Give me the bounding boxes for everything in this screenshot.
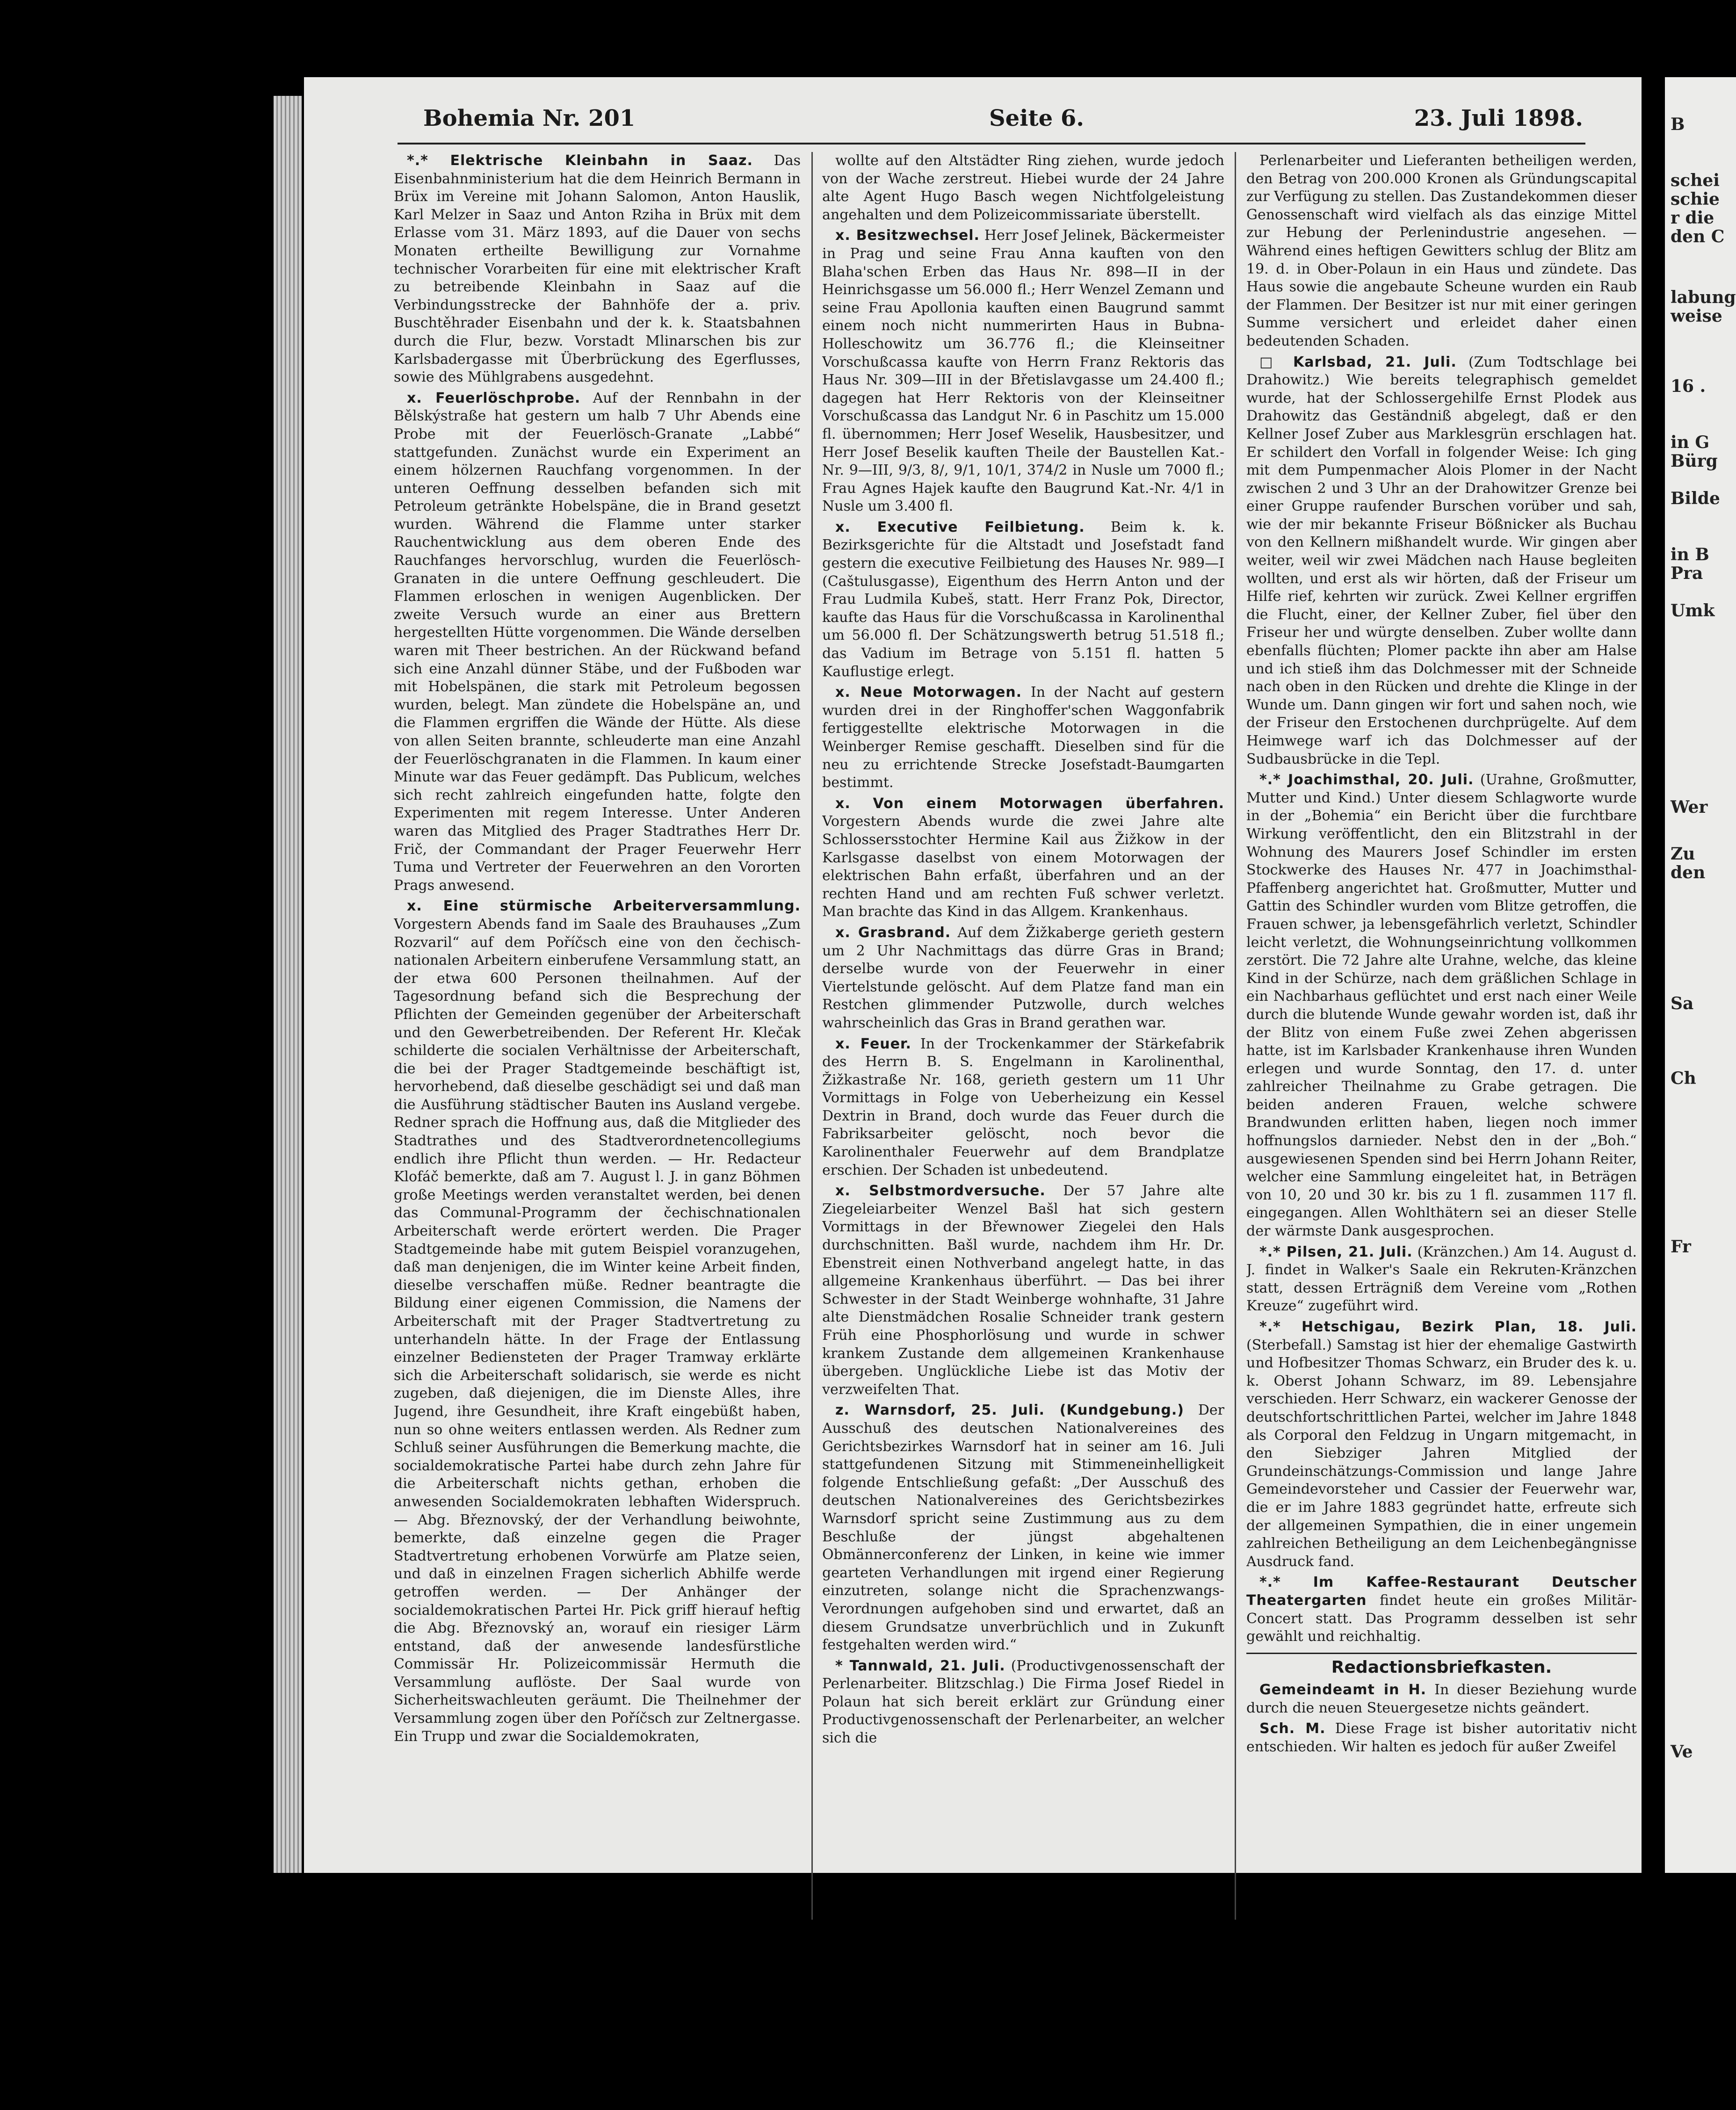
- article-text: Vorgestern Abends wurde die zwei Jahre alte Schlossersstochter Hermine Kail aus Žižkow in der Karlsgasse daselbst von einem Motorwagen der elektrischen Bahn erfaßt, überfahren und an der rechten Hand und am rechten Fuß schwer verletzt. Man brachte das Kind in das Allgem. Krankenhaus.: [822, 813, 1224, 920]
- article-paragraph: [822, 227, 1224, 516]
- column-divider: [811, 152, 813, 1920]
- fragment-text: weise: [1671, 306, 1722, 326]
- column-divider: [1235, 152, 1236, 1920]
- article-heading: x. Von einem Motorwagen überfahren.: [835, 795, 1224, 812]
- fragment-text: Wer: [1671, 797, 1708, 817]
- adjacent-page-fragment: [1665, 77, 1736, 1873]
- article-paragraph: [1246, 152, 1637, 351]
- article-paragraph: [822, 684, 1224, 792]
- article-heading: *.* Pilsen, 21. Juli.: [1259, 1243, 1413, 1260]
- article-paragraph: [822, 1657, 1224, 1748]
- article-text: Herr Josef Jelinek, Bäckermeister in Prag und seine Frau Anna kauften von den Blaha'schen Erben das Haus Nr. 898—II in der Heinrichsgasse um 56.000 fl.; Herr Wenzel Zemann und seine Frau Apollonia kauften einen Baugrund sammt einem noch nicht nummerirten Haus in Bubna-Holleschowitz um 36.776 fl.; die Kleinseitner Vorschußcassa kaufte von Herrn Franz Rektoris das Haus Nr. 309—III in der Břetislavgasse um 24.400 fl.; dagegen hat Herr Rektoris von der Kleinseitner Vorschußcassa das Landgut Nr. 6 in Paschitz um 15.000 fl. übernommen; Herr Josef Weselik, Hausbesitzer, und Herr Josef Beselik kauften Theile der Baustellen Kat.-Nr. 9—III, 9/3, 8/, 9/1, 10/1, 374/2 in Nusle um 7000 fl.; Frau Agnes Hajek kaufte den Baugrund Kat.-Nr. 4/1 in Nusle um 3.400 fl.: [822, 227, 1224, 515]
- page-number: Seite 6.: [989, 105, 1084, 131]
- book-page-edges: [274, 96, 302, 1873]
- article-paragraph: [394, 390, 801, 895]
- redaction-mailbox: [1246, 1681, 1637, 1756]
- column-3-articles: [1246, 152, 1637, 1646]
- article-heading: Gemeindeamt in H.: [1259, 1682, 1427, 1698]
- article-paragraph: [822, 924, 1224, 1033]
- article-heading: □ Karlsbad, 21. Juli.: [1259, 354, 1457, 370]
- fragment-text: r die: [1671, 208, 1714, 228]
- fragment-text: Pra: [1671, 564, 1703, 583]
- article-text: (Zum Todtschlage bei Drahowitz.) Wie bereits telegraphisch gemeldet wurde, hat der Schlossergehilfe Ernst Plodek aus Drahowitz das Geständniß abgelegt, daß er den Kellner Josef Zuber aus Marklesgrün erschlagen hat. Er schildert den Vorfall in folgender Weise: Ich ging mit dem Pumpenmacher Alois Plomer in der Nacht zwischen 2 und 3 Uhr an der Drahowitzer Grenze bei einer Gruppe raufender Burschen vorüber und sah, wie der mir bekannte Friseur Bößnicker als Buchau von den Kellnern mißhandelt wurde. Wir gingen aber weiter, weil wir zwei Mädchen nach Hause begleiten wollten, und erst als wir hörten, daß der Friseur um Hilfe rief, kehrten wir zurück. Zwei Kellner ergriffen die Flucht, einer, der Kellner Zuber, fiel über den Friseur her und würgte denselben. Zuber wollte dann ebenfalls flüchten; Plomer packte ihn aber am Halse und ich stieß ihm das Dolchmesser mit der Schneide nach oben in den Rücken und drehte die Klinge in der Wunde um. Dann gingen wir fort und sahen noch, wie der Friseur den Erstochenen durchprügelte. Auf dem Heimwege warf ich das Dolchmesser auf der Sudbausbrücke in die Tepl.: [1246, 354, 1637, 767]
- article-paragraph: [1246, 1681, 1637, 1717]
- article-heading: x. Neue Motorwagen.: [835, 684, 1022, 701]
- article-text: Das Eisenbahnministerium hat die dem Heinrich Bermann in Brüx im Vereine mit Johann Salomon, Anton Hauslik, Karl Melzer in Saaz und Anton Rziha in Brüx mit dem Erlasse vom 31. März 1893, auf die Dauer von sechs Monaten ertheilte Bewilligung zur Vornahme technischer Vorarbeiten für eine mit elektrischer Kraft zu betreibende Kleinbahn in Saaz auf die Verbindungsstrecke der Bahnhöfe der a. priv. Buschtěhrader Eisenbahn und der k. k. Staatsbahnen durch die Flur, bezw. Vorstadt Mlinarschen bis zur Karlsbadergasse mit Überbrückung des Egerflusses, sowie des Mühlgrabens ausgedehnt.: [394, 152, 801, 386]
- fragment-text: Sa: [1671, 994, 1694, 1013]
- article-paragraph: [394, 897, 801, 1746]
- fragment-text: Ve: [1671, 1742, 1693, 1762]
- article-heading: x. Grasbrand.: [835, 924, 951, 941]
- fragment-text: Ch: [1671, 1069, 1696, 1088]
- column-1: [394, 152, 801, 1920]
- fragment-text: 16 .: [1671, 376, 1706, 396]
- article-heading: x. Besitzwechsel.: [835, 227, 980, 244]
- article-text: Vorgestern Abends fand im Saale des Brauhauses „Zum Rozvaril“ auf dem Poříčsch eine von den čechisch-nationalen Arbeitern einberufene Versammlung statt, an der etwa 600 Personen theilnahmen. Auf der Tagesordnung befand sich die Besprechung der Pflichten der Gemeinden gegenüber der Arbeiterschaft und den Gewerbetreibenden. Der Referent Hr. Klečak schilderte die socialen Verhältnisse der Arbeiterschaft, die bei der Prager Stadtgemeinde beschäftigt ist, hervorhebend, daß dieselbe geschädigt sei und daß man die Ausführung städtischer Bauten ins Ausland vergebe. Redner sprach die Hoffnung aus, daß die Mitglieder des Stadtrathes und des Stadtverordnetencollegiums endlich ihre Pflicht thun werden. — Hr. Redacteur Klofáč bemerkte, daß am 7. August l. J. in ganz Böhmen große Meetings werden veranstaltet werden, bei denen das Communal-Programm der čechischnationalen Arbeiterschaft werde erörtert werden. Die Prager Stadtgemeinde habe mit gutem Beispiel voranzugehen, daß man denjenigen, die im Winter keine Arbeit finden, dieselbe verschaffen müße. Redner beantragte die Bildung einer eigenen Commission, die Namens der Arbeiterschaft mit der Prager Stadtvertretung zu unterhandeln hätte. In der Frage der Entlassung einzelner Bediensteten der Prager Tramway erklärte sich die Arbeiterschaft solidarisch, sie werde es nicht zugeben, daß diejenigen, die im Dienste Alles, ihre Jugend, ihre Gesundheit, ihre Kraft eingebüßt haben, nun so ohne weiters entlassen werden. Als Redner zum Schluß seiner Ausführungen die Bemerkung machte, die socialdemokratische Partei habe durch zehn Jahre für die Arbeiterschaft nichts gethan, erhoben die anwesenden Socialdemokraten lebhaften Widerspruch. — Abg. Březnovský, der der Verhandlung beiwohnte, bemerkte, daß einzelne gegen die Prager Stadtvertretung erhobenen Vorwürfe am Platze seien, und daß in einzelnen Fragen sicherlich Abhilfe werde getroffen werden. — Der Anhänger der socialdemokratischen Partei Hr. Pick griff hierauf heftig die Abg. Březnovský an, worauf ein riesiger Lärm entstand, daß der anwesende landesfürstliche Commissär Hr. Polizeicommissär Hermuth die Versammlung auflöste. Der Saal wurde von Sicherheitswachleuten geräumt. Die Theilnehmer der Versammlung zogen über den Poříčsch zur Zeltnergasse. Ein Trupp und zwar die Socialdemokraten,: [394, 916, 801, 1745]
- article-text: (Kränzchen.) Am 14. August d. J. findet in Walker's Saale ein Rekruten-Kränzchen statt, dessen Erträgniß dem Vereine vom „Rothen Kreuze“ zugeführt wird.: [1246, 1243, 1637, 1315]
- fragment-text: Umk: [1671, 601, 1715, 621]
- article-text: In dieser Beziehung wurde durch die neuen Steuergesetze nichts geändert.: [1246, 1682, 1637, 1716]
- fragment-text: schei: [1671, 171, 1720, 190]
- journal-title: Bohemia Nr. 201: [423, 105, 636, 131]
- fragment-text: in B: [1671, 545, 1709, 564]
- article-paragraph: [1246, 1720, 1637, 1756]
- article-paragraph: [394, 152, 801, 387]
- article-heading: *.* Joachimsthal, 20. Juli.: [1259, 772, 1474, 788]
- article-heading: x. Executive Feilbietung.: [835, 519, 1085, 535]
- article-heading: *.* Hetschigau, Bezirk Plan, 18. Juli.: [1259, 1319, 1637, 1335]
- article-paragraph: [1246, 1318, 1637, 1571]
- article-paragraph: [1246, 354, 1637, 769]
- article-text: Auf dem Žižkaberge gerieth gestern um 2 Uhr Nachmittags das dürre Gras in Brand; derselbe wurde von der Feuerwehr in einer Viertelstunde gelöscht. Auf dem Platze fand man ein Restchen glimmender Putzwolle, durch welches wahrscheinlich das Gras in Brand gerathen war.: [822, 924, 1224, 1031]
- article-paragraph: [822, 795, 1224, 921]
- header-rule: [398, 143, 1585, 145]
- fragment-text: schie: [1671, 189, 1720, 209]
- article-paragraph: [822, 1035, 1224, 1180]
- fragment-text: Bürg: [1671, 451, 1718, 471]
- article-text: In der Trockenkammer der Stärkefabrik des Herrn B. S. Engelmann in Karolinenthal, Žižkastraße Nr. 168, gerieth gestern um 11 Uhr Vormittags in Folge von Ueberheizung ein Kessel Dextrin in Brand, doch wurde das Feuer durch die Fabriksarbeiter gelöscht, noch bevor die Karolinenthaler Feuerwehr auf dem Brandplatze erschien. Der Schaden ist unbedeutend.: [822, 1035, 1224, 1178]
- article-heading: x. Feuerlöschprobe.: [407, 390, 581, 406]
- article-text: (Urahne, Großmutter, Mutter und Kind.) Unter diesem Schlagworte wurde in der „Bohemia“ ein Bericht über die furchtbare Wirkung veröffentlicht, den ein Blitzstrahl in der Wohnung des Maurers Josef Schindler im ersten Stockwerke des Hauses Nr. 477 in Joachimsthal-Pfaffenberg angerichtet hat. Großmutter, Mutter und Gattin des Schindler wurden vom Blitze getroffen, die Frauen schwer, ja lebensgefährlich verletzt, Schindler leicht verletzt, die Wohnungseinrichtung vollkommen zerstört. Die 72 Jahre alte Urahne, welche, das kleine Kind in der Schürze, nach dem gräßlichen Schlage in ein Nachbarhaus geflüchtet und erst nach einer Weile durch die blutende Wunde gewahr worden ist, daß ihr der Blitz von einem Fuße zwei Zehen abgerissen hatte, ist im Karlsbader Krankenhause ihren Wunden erlegen und wurde Sonntag, den 17. d. unter zahlreicher Theilnahme zu Grabe getragen. Die beiden anderen Frauen, welche schwere Brandwunden erlitten haben, liegen noch immer hoffnungslos darnieder. Nebst den in der „Boh.“ ausgewiesenen Spenden sind bei Herrn Johann Reiter, welcher eine Sammlung eingeleitet hat, in Beträgen von 10, 20 und 30 kr. bis zu 1 fl. zusammen 117 fl. eingegangen. Allen Wohlthätern sei an dieser Stelle der wärmste Dank ausgesprochen.: [1246, 772, 1637, 1240]
- article-paragraph: [822, 1402, 1224, 1654]
- fragment-text: in G: [1671, 433, 1710, 452]
- article-text: Diese Frage ist bisher autoritativ nicht entschieden. Wir halten es jedoch für außer Zweifel: [1246, 1720, 1637, 1756]
- column-2: [822, 152, 1224, 1920]
- article-text: Perlenarbeiter und Lieferanten betheiligen werden, den Betrag von 200.000 Kronen als Gründungscapital zur Verfügung zu stellen. Das Zustandekommen dieser Genossenschaft wird vielfach als das einzige Mittel zur Hebung der Perlenindustrie angesehen. — Während eines heftigen Gewitters schlug der Blitz am 19. d. in Ober-Polaun in ein Haus und zündete. Das Haus sowie die angebaute Scheune wurden ein Raub der Flammen. Der Besitzer ist nur mit einer geringen Summe versichert und erleidet daher einen bedeutenden Schaden.: [1246, 152, 1637, 349]
- article-paragraph: [1246, 1243, 1637, 1315]
- article-heading: *.* Im Kaffee-Restaurant Deutscher Theatergarten: [1246, 1574, 1637, 1609]
- article-text: (Productivgenossenschaft der Perlenarbeiter. Blitzschlag.) Die Firma Josef Riedel in Polaun hat sich bereit erklärt zur Gründung einer Productivgenossenschaft der Perlenarbeiter, an welcher sich die: [822, 1657, 1224, 1747]
- fragment-text: labung: [1671, 288, 1736, 307]
- issue-date: 23. Juli 1898.: [1414, 105, 1583, 131]
- fragment-text: Bilde: [1671, 489, 1720, 508]
- fragment-text: Zu: [1671, 844, 1695, 864]
- article-heading: x. Feuer.: [835, 1035, 911, 1052]
- column-3: [1246, 152, 1637, 1920]
- fragment-text: den: [1671, 863, 1706, 882]
- article-text: Auf der Rennbahn in der Bělskýstraße hat gestern um halb 7 Uhr Abends eine Probe mit der Feuerlösch-Granate „Labbé“ stattgefunden. Zunächst wurde ein Experiment an einem hölzernen Rauchfang vorgenommen. In der unteren Oeffnung desselben befanden sich mit Petroleum getränkte Hobelspäne, die in Brand gesetzt wurden. Während die Flamme unter starker Rauchentwicklung aus dem oberen Ende des Rauchfanges hervorschlug, wurden die Feuerlösch-Granaten in die untere Oeffnung geschleudert. Die Flammen erloschen in wenigen Augenblicken. Der zweite Versuch wurde an einer aus Brettern hergestellten Hütte vorgenommen. Die Wände derselben waren mit Theer bestrichen. An der Rückwand befand sich eine Anzahl dünner Stäbe, und der Fußboden war mit Hobelspänen, die stark mit Petroleum begossen wurden, belegt. Man zündete die Hobelspäne an, und die Flammen ergriffen die Wände der Hütte. Als diese von allen Seiten brannte, schleuderte man eine Anzahl der Feuerlöschgranaten in die Flammen. In kaum einer Minute war das Feuer gedämpft. Das Publicum, welches sich recht zahlreich eingefunden hatte, folgte den Experimenten mit regem Interesse. Unter Anderen waren das Mitglied des Prager Stadtrathes Herr Dr. Frič, der Commandant der Prager Feuerwehr Herr Tuma und Vertreter der Feuerwehren an den Vororten Prags anwesend.: [394, 390, 801, 894]
- fragment-text: B: [1671, 115, 1685, 134]
- article-paragraph: [822, 1182, 1224, 1399]
- article-heading: *.* Elektrische Kleinbahn in Saaz.: [407, 152, 753, 169]
- article-heading: * Tannwald, 21. Juli.: [835, 1657, 1005, 1674]
- newspaper-page: [304, 77, 1642, 1873]
- page-header: [304, 105, 1642, 138]
- article-text: In der Nacht auf gestern wurden drei in der Ringhoffer'schen Waggonfabrik fertiggestellte elektrische Motorwagen in die Weinberger Remise geschafft. Dieselben sind für die neu zu errichtende Strecke Josefstadt-Baumgarten bestimmt.: [822, 684, 1224, 791]
- fragment-text: Fr: [1671, 1237, 1691, 1257]
- redaction-mailbox-title: Redactionsbriefkasten.: [1331, 1657, 1552, 1677]
- article-text: Der 57 Jahre alte Ziegeleiarbeiter Wenzel Bašl hat sich gestern Vormittags in der Břewnower Ziegelei den Hals durchschnitten. Bašl wurde, nachdem ihm Hr. Dr. Ebenstreit einen Nothverband angelegt hatte, in das allgemeine Krankenhaus überführt. — Das bei ihrer Schwester in der Stadt Weinberge wohnhafte, 31 Jahre alte Dienstmädchen Rosalie Schneider trank gestern Früh eine Phosphorlösung und wurde in schwer krankem Zustande dem allgemeinen Krankenhause übergeben. Unglückliche Liebe ist das Motiv der verzweifelten That.: [822, 1183, 1224, 1398]
- article-text: wollte auf den Altstädter Ring ziehen, wurde jedoch von der Wache zerstreut. Hiebei wurde der 24 Jahre alte Agent Hugo Basch wegen Nichtfolgeleistung angehalten und dem Polizeicommissariate überstellt.: [822, 152, 1224, 223]
- article-text: (Sterbefall.) Samstag ist hier der ehemalige Gastwirth und Hofbesitzer Thomas Schwarz, ein Bruder des k. u. k. Oberst Johann Schwarz, im 89. Lebensjahre verschieden. Herr Schwarz, ein wackerer Genosse der deutschfortschrittlichen Partei, welcher im Jahre 1848 als Corporal den Feldzug in Ungarn mitgemacht, in den Siebziger Jahren Mitglied der Grundeinschätzungs-Commission und lange Jahre Gemeindevorsteher und Cassier der Feuerwehr war, die er im Jahre 1883 gegründet hatte, erfreute sich der allgemeinen Sympathien, die in einer ungemein zahlreichen Betheiligung an dem Leichenbegängnisse Ausdruck fand.: [1246, 1337, 1637, 1570]
- article-heading: Sch. M.: [1259, 1720, 1326, 1737]
- article-paragraph: [822, 152, 1224, 224]
- article-heading: z. Warnsdorf, 25. Juli. (Kundgebung.): [835, 1402, 1184, 1419]
- article-text: Der Ausschuß des deutschen Nationalvereines des Gerichtsbezirkes Warnsdorf hat in seiner am 16. Juli stattgefundenen Sitzung mit Stimmeneinhelligkeit folgende Entschließung gefaßt: „Der Ausschuß des deutschen Nationalvereines des Gerichtsbezirkes Warnsdorf spricht seine Zustimmung aus zu dem Beschluße der jüngst abgehaltenen Obmännerconferenz der Linken, in keine wie immer gearteten Verhandlungen mit irgend einer Regierung einzutreten, solange nicht die Sprachenzwangs-Verordnungen aufgehoben sind und erwartet, daß an diesem Grundsatze unverbrüchlich und in Zukunft festgehalten werden wird.“: [822, 1402, 1224, 1654]
- article-heading: x. Selbstmordversuche.: [835, 1183, 1046, 1200]
- fragment-text: den C: [1671, 227, 1725, 246]
- article-paragraph: [1246, 771, 1637, 1240]
- article-heading: x. Eine stürmische Arbeiterversammlung.: [407, 898, 801, 915]
- section-rule: [1246, 1653, 1637, 1654]
- article-text: findet heute ein großes Militär-Concert statt. Das Programm desselben ist sehr gewählt und reichhaltig.: [1246, 1592, 1637, 1645]
- article-paragraph: [822, 519, 1224, 681]
- article-paragraph: [1246, 1574, 1637, 1646]
- article-text: Beim k. k. Bezirksgerichte für die Altstadt und Josefstadt fand gestern die executive Feilbietung des Hauses Nr. 989—I (Caštulusgasse), Eigenthum des Herrn Anton und der Frau Ludmila Kubeš, statt. Herr Franz Pok, Director, kaufte das Haus für die Vorschußcassa in Karolinenthal um 56.000 fl. Der Schätzungswerth betrug 51.518 fl.; das Vadium im Betrage von 5.151 fl. hatten 5 Kauflustige erlegt.: [822, 519, 1224, 680]
